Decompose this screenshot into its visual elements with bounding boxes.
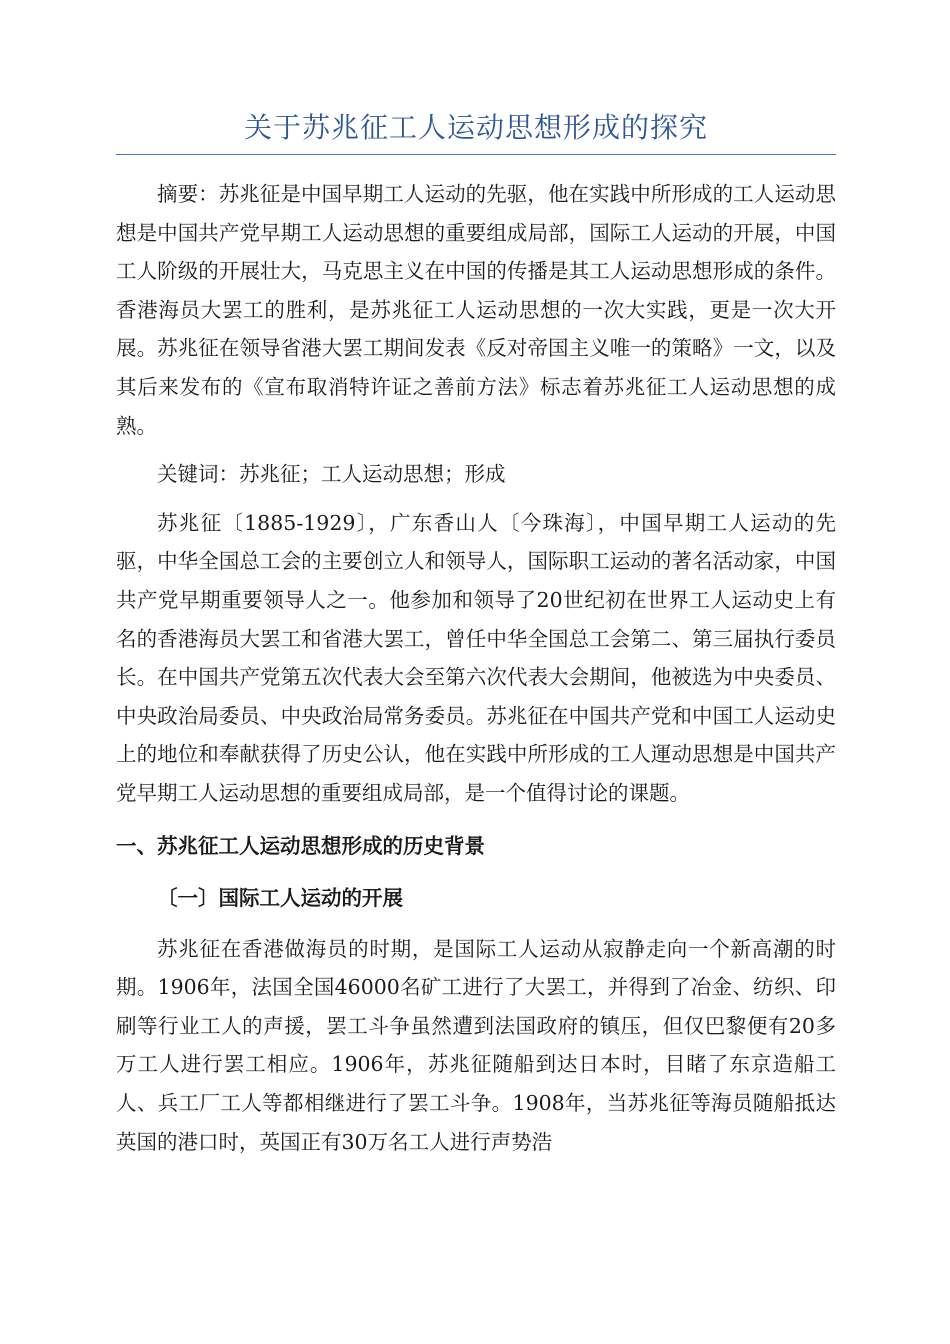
document-page: [116, 108, 836, 1161]
intro-paragraph: 苏兆征〔1885-1929〕，广东香山人〔今珠海〕，中国早期工人运动的先驱，中华全国总工会的主要创立人和领导人，国际职工运动的著名活动家，中国共产党早期重要领导人之一。他参加和领导了20世纪初在世界工人运动史上有名的香港海员大罢工和省港大罢工，曾任中华全国总工会第二、第三届执行委员长。在中国共产党第五次代表大会至第六次代表大会期间，他被选为中央委员、中央政治局委员、中央政治局常务委员。苏兆征在中国共产党和中国工人运动史上的地位和奉献获得了历史公认，他在实践中所形成的工人運动思想是中国共产党早期工人运动思想的重要组成局部，是一个值得讨论的课题。: [116, 510, 836, 805]
section-heading: 一、苏兆征工人运动思想形成的历史背景: [116, 833, 485, 858]
body-paragraph: 苏兆征在香港做海员的时期，是国际工人运动从寂静走向一个新高潮的时期。1906年，法国全国46000名矿工进行了大罢工，并得到了冶金、纺织、印刷等行业工人的声援，罢工斗争虽然遭到法国政府的镇压，但仅巴黎便有20多万工人进行罢工相应。1906年，苏兆征随船到达日本时，目睹了东京造船工人、兵工厂工人等都相继进行了罢工斗争。1908年，当苏兆征等海员随船抵达英国的港口时，英国正有30万名工人进行声势浩: [116, 936, 836, 1154]
abstract-paragraph: 摘要：苏兆征是中国早期工人运动的先驱，他在实践中所形成的工人运动思想是中国共产党早期工人运动思想的重要组成局部，国际工人运动的开展，中国工人阶级的开展壮大，马克思主义在中国的传播是其工人运动思想形成的条件。香港海员大罢工的胜利，是苏兆征工人运动思想的一次大实践，更是一次大开展。苏兆征在领导省港大罢工期间发表《反对帝国主义唯一的策略》一文，以及其后来发布的《宣布取消特许证之善前方法》标志着苏兆征工人运动思想的成熟。: [116, 182, 836, 438]
document-title: 关于苏兆征工人运动思想形成的探究: [116, 108, 836, 155]
keywords-line: 关键词：苏兆征；工人运动思想；形成: [157, 462, 506, 487]
subsection-heading: 〔一〕国际工人运动的开展: [157, 886, 403, 911]
